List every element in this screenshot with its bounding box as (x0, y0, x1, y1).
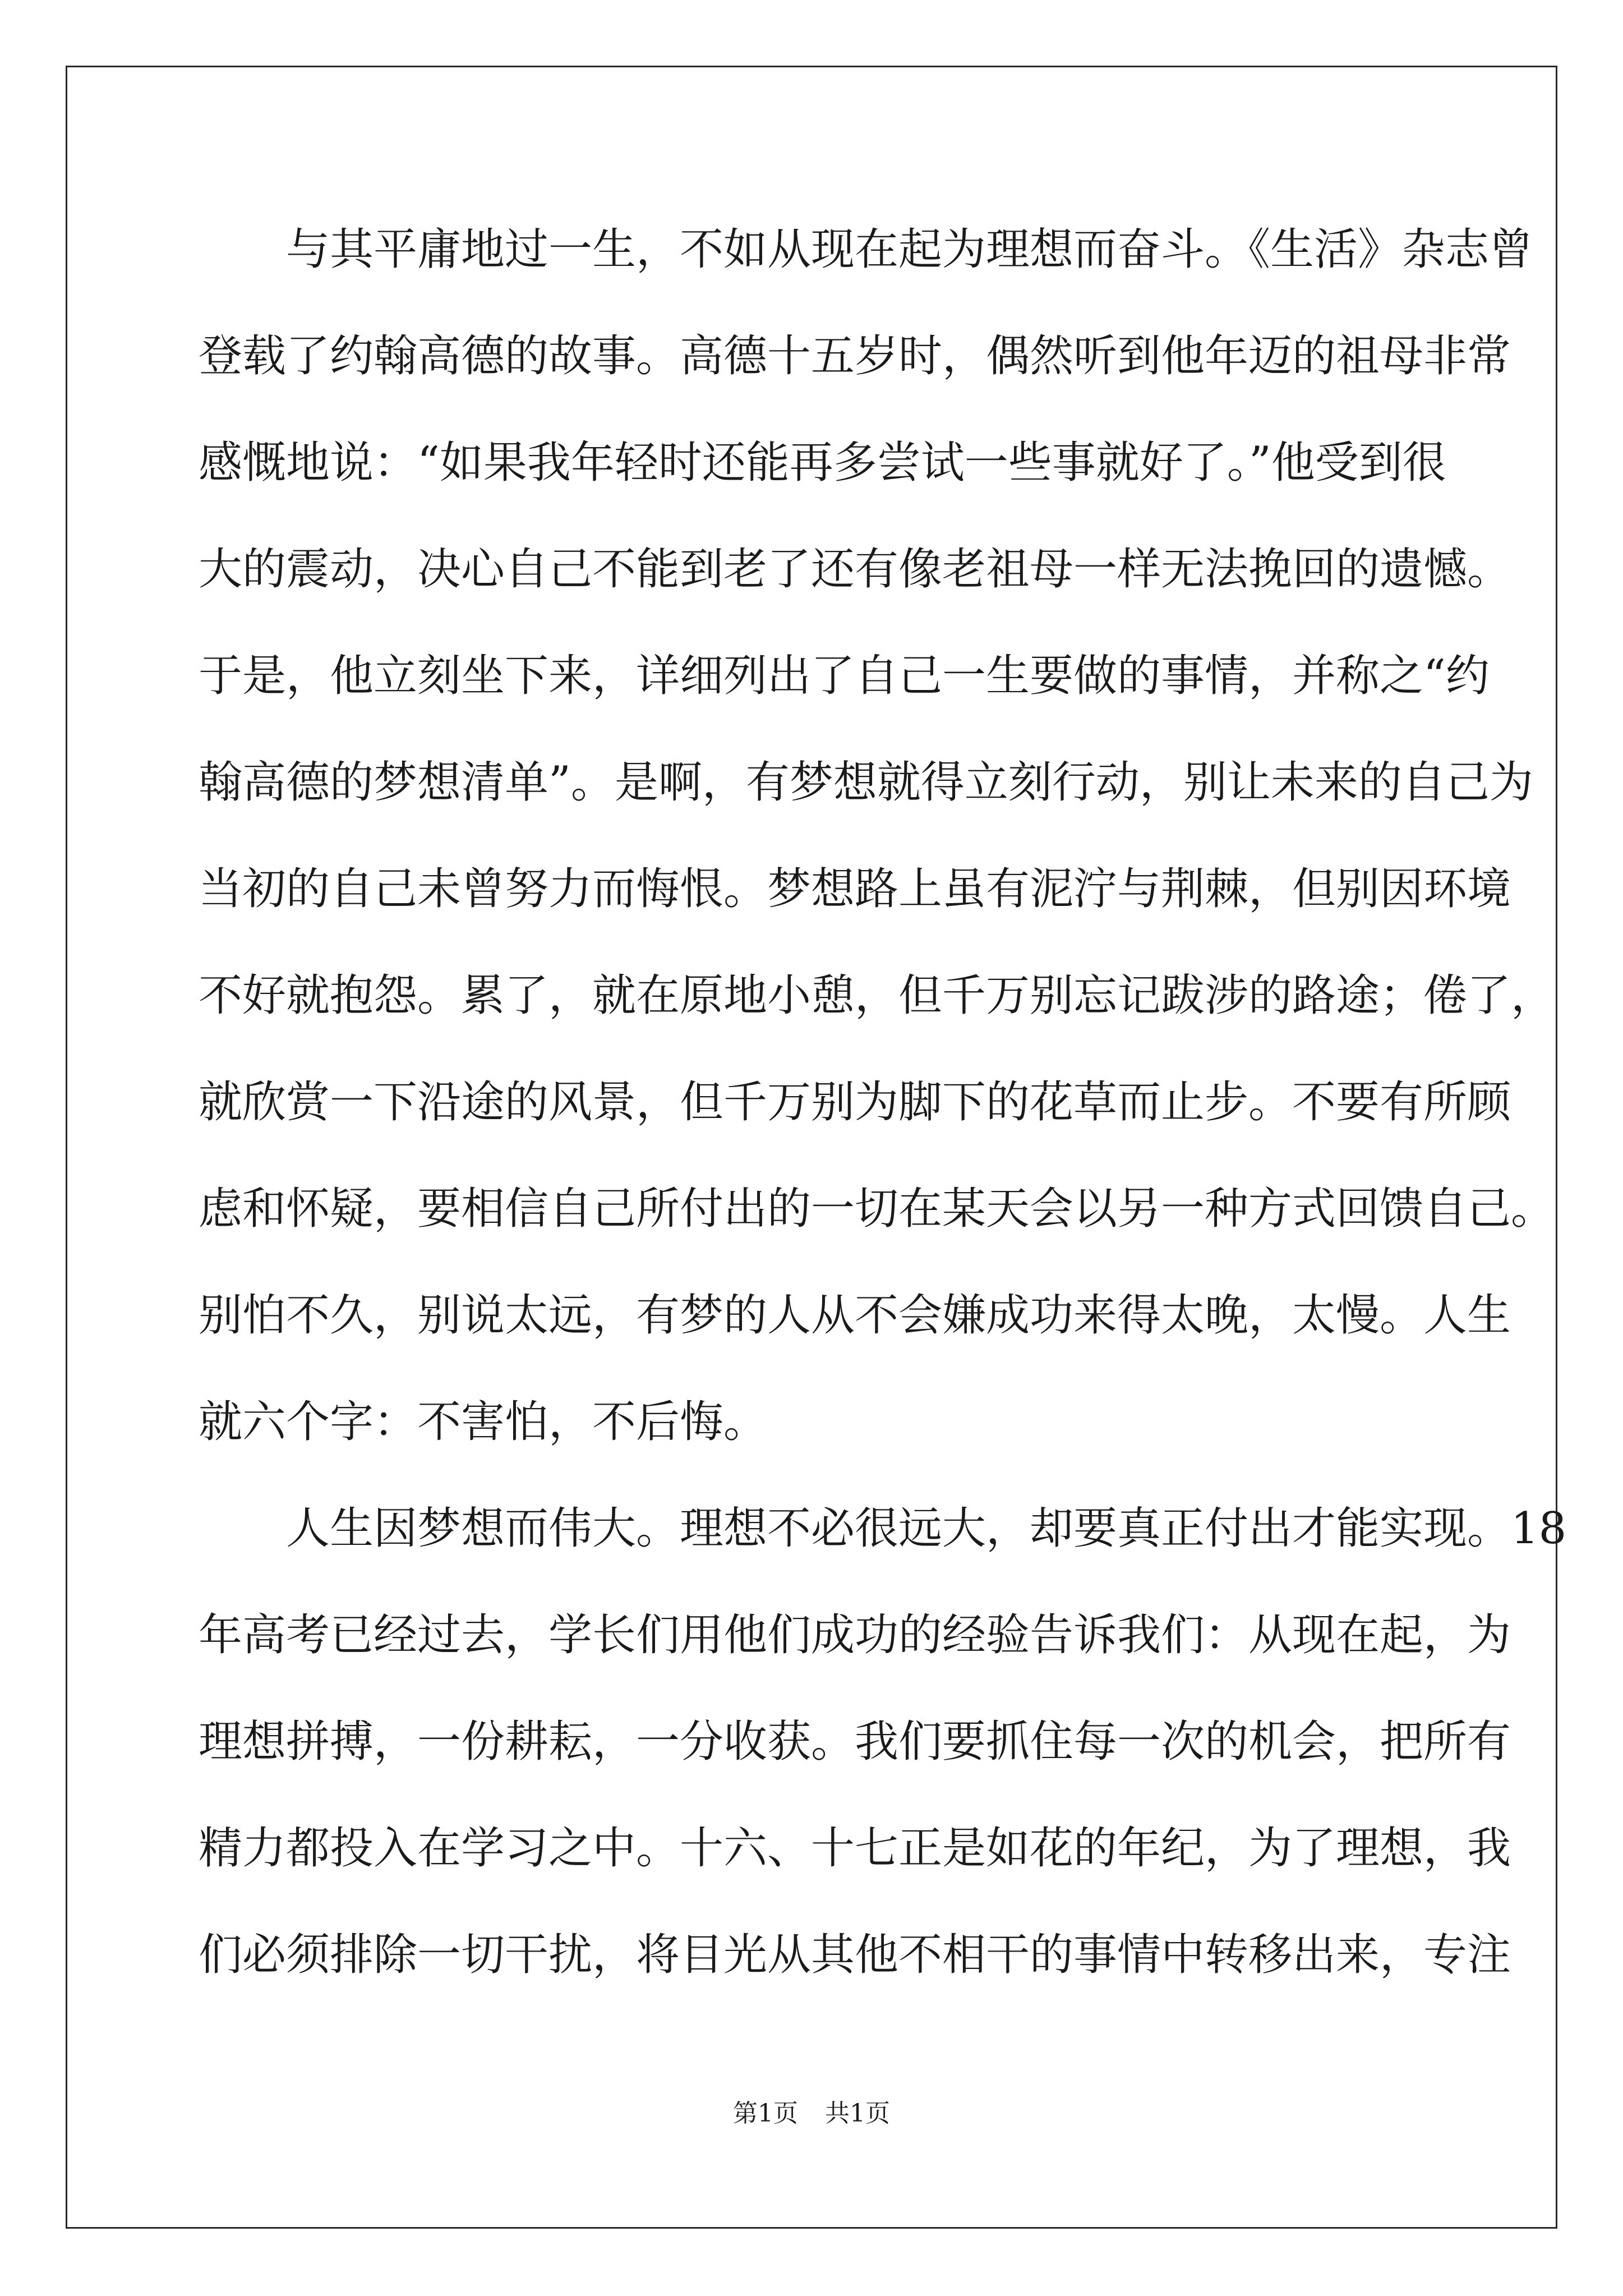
paragraph-1-line-9: 就欣赏一下沿途的风景，但千万别为脚下的花草而止步。不要有所顾 (199, 1077, 1511, 1128)
paragraph-2-line-2: 年高考已经过去，学长们用他们成功的经验告诉我们：从现在起，为 (199, 1610, 1511, 1660)
page-number-current: 第1页 (733, 2099, 798, 2128)
paragraph-2-line-1: 人生因梦想而伟大。理想不必很远大，却要真正付出才能实现。18 (286, 1503, 1567, 1554)
paragraph-1-line-11: 别怕不久，别说太远，有梦的人从不会嫌成功来得太晚，太慢。人生 (199, 1290, 1511, 1341)
paragraph-1-line-12: 就六个字：不害怕，不后悔。 (199, 1397, 768, 1447)
paragraph-2-line-5: 们必须排除一切干扰，将目光从其他不相干的事情中转移出来，专注 (199, 1930, 1511, 1980)
paragraph-2-line-4: 精力都投入在学习之中。十六、十七正是如花的年纪，为了理想，我 (199, 1823, 1511, 1874)
paragraph-1-line-5: 于是，他立刻坐下来，详细列出了自己一生要做的事情，并称之“约 (199, 651, 1490, 701)
paragraph-1-line-10: 虑和怀疑，要相信自己所付出的一切在某天会以另一种方式回馈自己。 (199, 1184, 1555, 1234)
paragraph-1-line-7: 当初的自己未曾努力而悔恨。梦想路上虽有泥泞与荆棘，但别因环境 (199, 864, 1511, 914)
document-body (199, 216, 1567, 2028)
page-number-total: 共1页 (825, 2099, 890, 2128)
paragraph-1-line-1: 与其平庸地过一生，不如从现在起为理想而奋斗。《生活》杂志曾 (286, 224, 1533, 275)
paragraph-1-line-8: 不好就抱怨。累了，就在原地小憩，但千万别忘记跋涉的路途；倦了， (199, 970, 1555, 1021)
paragraph-1-line-2: 登载了约翰高德的故事。高德十五岁时，偶然听到他年迈的祖母非常 (199, 331, 1511, 381)
paragraph-2-line-3: 理想拼搏，一份耕耘，一分收获。我们要抓住每一次的机会，把所有 (199, 1717, 1511, 1767)
paragraph-1-line-3: 感慨地说：“如果我年轻时还能再多尝试一些事就好了。”他受到很 (199, 438, 1446, 488)
paragraph-1-line-6: 翰高德的梦想清单”。是啊，有梦想就得立刻行动，别让未来的自己为 (199, 757, 1533, 808)
paragraph-1-line-4: 大的震动，决心自己不能到老了还有像老祖母一样无法挽回的遗憾。 (199, 544, 1511, 595)
page-footer (0, 2097, 1623, 2131)
